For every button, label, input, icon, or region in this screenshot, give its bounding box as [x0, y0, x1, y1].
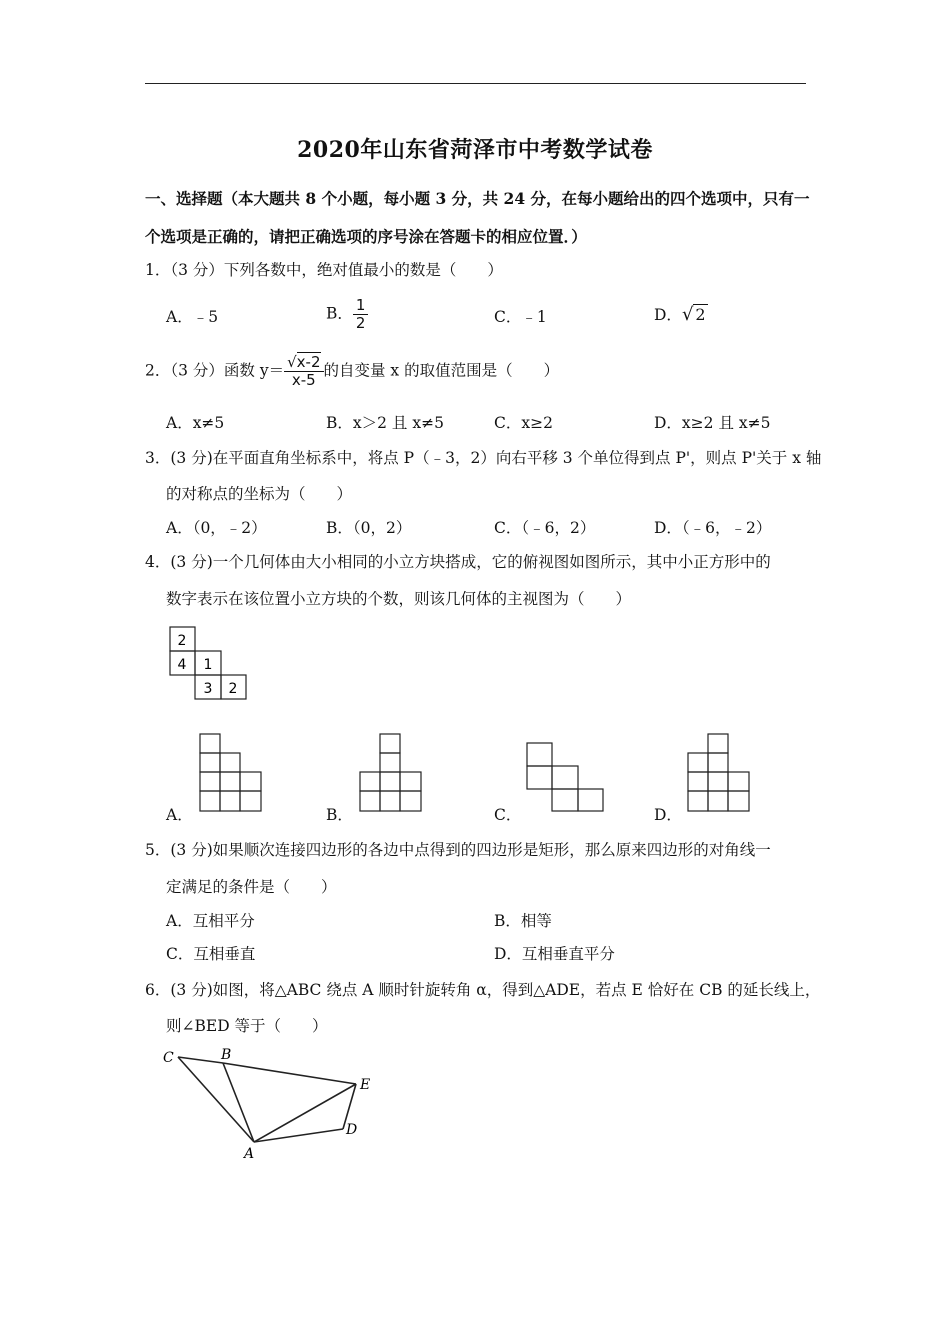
section-heading-line1: 一、选择题（本大题共 8 个小题，每小题 3 分，共 24 分，在每小题给出的四个选项中，只有一: [145, 189, 810, 208]
section-heading-line2: 个选项是正确的，请把正确选项的序号涂在答题卡的相应位置．）: [145, 227, 587, 246]
q1-option-b-prefix: B．: [326, 304, 353, 323]
fraction-denominator: 2: [355, 314, 366, 332]
fraction-numerator: 1: [353, 297, 369, 315]
top-view-cell-4: 3: [203, 681, 213, 697]
q4-option-b-figure: [360, 734, 421, 811]
q5-stem-line2: 定满足的条件是（ ）: [166, 878, 337, 896]
q4-option-b: B．: [326, 806, 353, 824]
figure-label-a: A: [244, 1146, 255, 1162]
q1-stem: 1．（3 分）下列各数中，绝对值最小的数是（ ）: [145, 261, 503, 279]
q4-stem-line1: 4．(3 分)一个几何体由大小相同的小立方块搭成，它的俯视图如图所示，其中小正方形中的: [145, 553, 771, 571]
q1-option-c: C．﹣1: [494, 308, 547, 326]
top-view-cell-3: 1: [203, 657, 213, 673]
top-view-cell-1: 2: [177, 633, 187, 649]
q3-option-a: A．（0，﹣2）: [166, 519, 267, 537]
exam-title: 2020年山东省菏泽市中考数学试卷: [297, 137, 653, 163]
figure-label-e: E: [360, 1077, 371, 1093]
top-view-cell-5: 2: [228, 681, 238, 697]
q2-option-d: D．x≥2 且 x≠5: [654, 414, 771, 432]
q3-option-b: B．（0，2）: [326, 519, 412, 537]
sqrt-radicand: 2: [695, 305, 706, 324]
q3-stem-line1: 3．(3 分)在平面直角坐标系中，将点 P（﹣3，2）向右平移 3 个单位得到点 P'，则点 P'关于 x 轴: [145, 449, 822, 467]
q4-option-a: A．: [166, 806, 193, 824]
q6-stem-line2: 则∠BED 等于（ ）: [166, 1017, 328, 1035]
top-view-cell-2: 4: [177, 657, 187, 673]
q5-option-c: C．互相垂直: [166, 945, 256, 963]
q2-option-c: C．x≥2: [494, 414, 553, 432]
q4-option-c: C．: [494, 806, 522, 824]
q4-option-c-figure: [527, 743, 603, 811]
q5-stem-line1: 5．(3 分)如果顺次连接四边形的各边中点得到的四边形是矩形，那么原来四边形的对角线一: [145, 841, 771, 859]
q2-stem-prefix: 2．（3 分）函数 y＝: [145, 361, 285, 380]
figure-label-c: C: [163, 1050, 174, 1066]
sqrt-symbol: √: [681, 304, 694, 325]
q6-stem-line1: 6．(3 分)如图，将△ABC 绕点 A 顺时针旋转角 α，得到△ADE，若点 E 恰好在 CB 的延长线上，: [145, 981, 821, 999]
q4-option-d: D．: [654, 806, 682, 824]
sqrt-radicand: x-2: [296, 353, 321, 371]
q5-option-d: D．互相垂直平分: [494, 945, 615, 963]
q5-option-a: A．互相平分: [166, 912, 255, 930]
q2-option-a: A．x≠5: [166, 414, 225, 432]
q1-option-d-prefix: D．: [654, 306, 682, 324]
q2-option-b: B．x＞2 且 x≠5: [326, 414, 444, 432]
q4-option-a-figure: [200, 734, 261, 811]
fraction-denominator: x-5: [291, 371, 316, 389]
q4-stem-line2: 数字表示在该位置小立方块的个数，则该几何体的主视图为（ ）: [166, 590, 632, 608]
q2-stem-suffix: 的自变量 x 的取值范围是（ ）: [323, 361, 560, 380]
q3-stem-line2: 的对称点的坐标为（ ）: [166, 485, 353, 503]
sqrt-symbol: √: [287, 353, 297, 371]
q3-option-c: C．（﹣6，2）: [494, 519, 596, 537]
q1-option-a: A．﹣5: [166, 308, 219, 326]
figure-label-b: B: [221, 1047, 232, 1063]
q5-option-b: B．相等: [494, 912, 552, 930]
figure-label-d: D: [346, 1122, 358, 1138]
q3-option-d: D．（﹣6，﹣2）: [654, 519, 772, 537]
q4-option-d-figure: [688, 734, 749, 811]
q6-triangle-figure: [178, 1057, 356, 1142]
